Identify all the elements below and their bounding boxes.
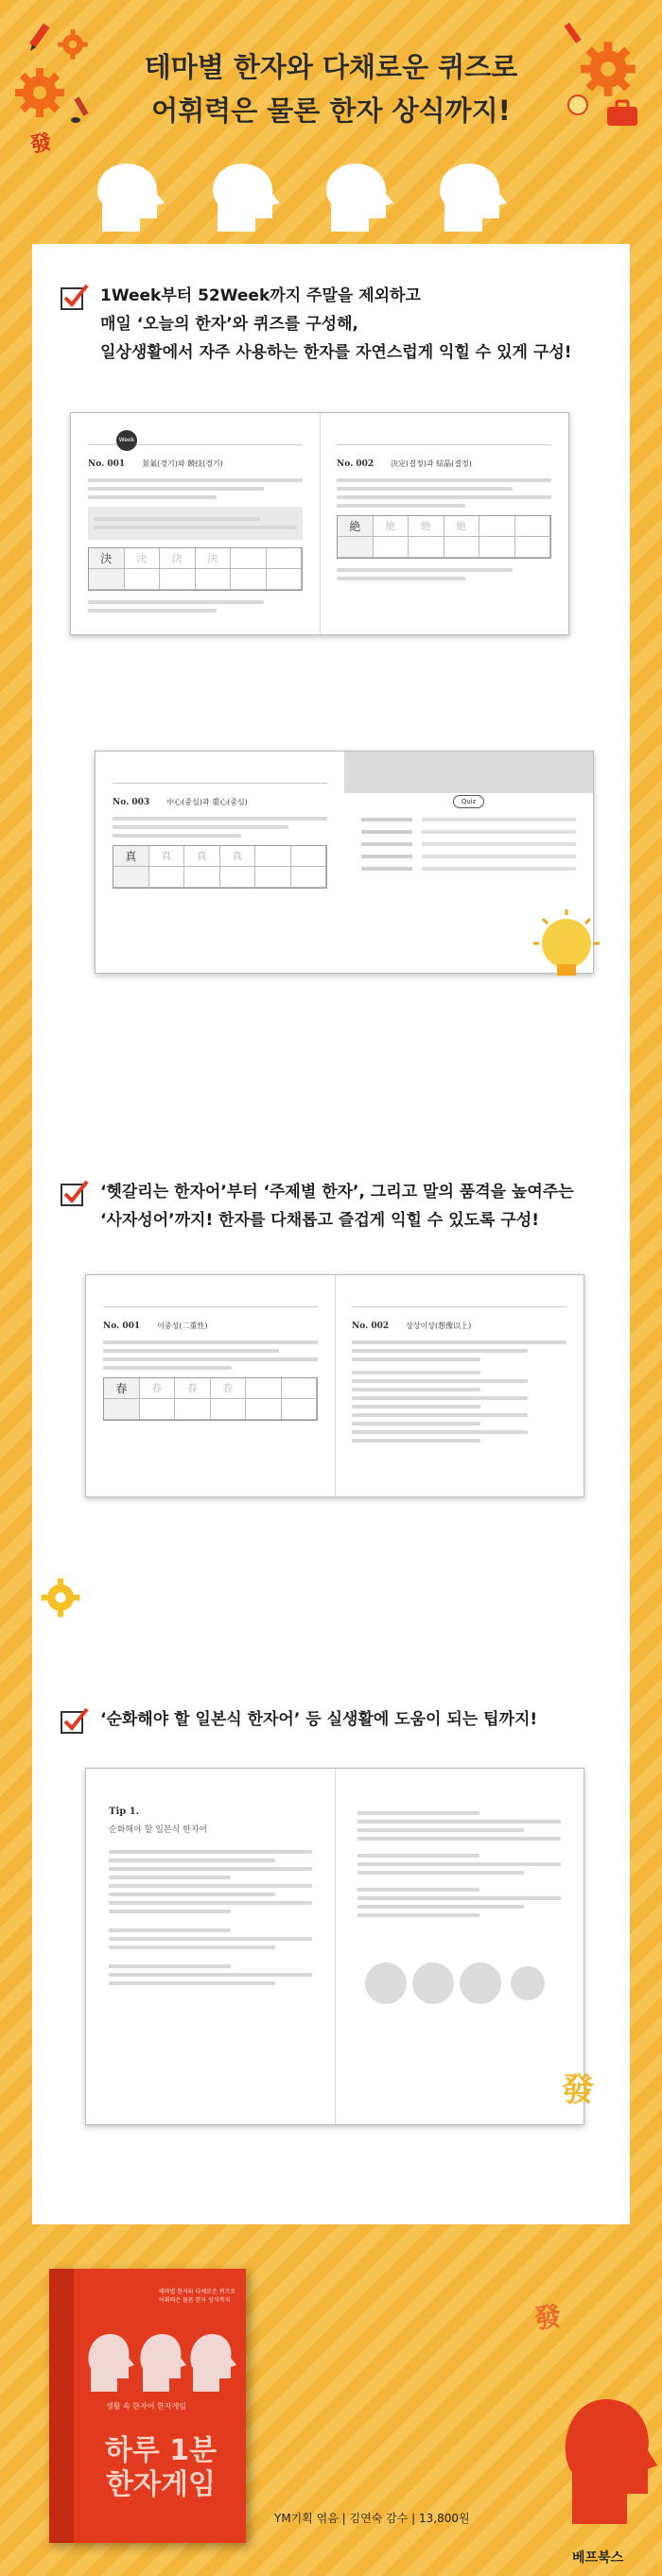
tip-title: Tip 1. xyxy=(109,1807,140,1817)
head-silhouettes xyxy=(0,156,662,232)
sample-page-spread-3 xyxy=(85,1274,584,1497)
checkbox-icon xyxy=(61,1707,89,1734)
writing-grid: 春 春 春 春 xyxy=(103,1377,318,1421)
writing-grid: 絶 絶 絶 絶 xyxy=(337,515,551,559)
entry-no-3: No. 003 中心(중심)과 重心(중심) xyxy=(113,798,248,807)
section-3-line1: ‘순화해야 할 일본식 한자어’ 등 실생활에 도움이 되는 팁까지! xyxy=(100,1710,538,1729)
content-panel xyxy=(32,244,630,2224)
sample-page-spread-2 xyxy=(95,751,594,974)
lightbulb-icon xyxy=(524,906,609,991)
section-1-heading xyxy=(61,282,572,367)
quiz-badge: Quiz xyxy=(453,795,485,808)
book-credits: YM기획 엮음 | 김연숙 감수 | 13,800원 xyxy=(274,2512,470,2525)
book-tagline: 테마별 한자와 다채로운 퀴즈로 어휘력은 물론 한자 상식까지 xyxy=(159,2289,236,2304)
tip-heading: 순화해야 할 일본식 한자어 xyxy=(109,1825,208,1835)
book-subtitle: 생활 속 한자어 한자게임 xyxy=(106,2402,186,2411)
book-cover xyxy=(49,2269,246,2543)
section-3-heading xyxy=(61,1705,537,1734)
head-silhouette xyxy=(312,156,397,232)
hanja-stamp-icon: 發 xyxy=(532,2300,564,2335)
checkbox-icon xyxy=(61,284,89,310)
week-badge: Week xyxy=(116,430,137,451)
hero-title xyxy=(0,45,662,132)
hero-title-line2: 어휘력은 물론 한자 상식까지! xyxy=(151,95,511,127)
gear-icon xyxy=(40,1577,81,1618)
heads-illustration-icon xyxy=(81,2325,240,2392)
head-silhouette xyxy=(83,156,168,232)
section-2-heading xyxy=(61,1178,574,1235)
head-silhouette xyxy=(426,156,511,232)
checkbox-icon xyxy=(61,1180,89,1206)
writing-grid: 真 真 真 真 xyxy=(113,845,327,889)
hanja-stamp-icon: 發 xyxy=(27,129,54,158)
book-title: 하루 1분 한자게임 xyxy=(104,2434,218,2501)
entry-no-1: No. 001 景氣(경기)와 競技(경기) xyxy=(88,459,223,469)
entry-no-2: No. 002 決定(결정)과 結晶(결정) xyxy=(337,459,472,469)
writing-grid: 決 決 決 決 xyxy=(88,547,303,591)
heads-illustration-icon xyxy=(357,1941,547,2026)
hero-banner xyxy=(0,0,662,227)
head-silhouette xyxy=(553,2382,657,2524)
entry-no-4: No. 001 이중성(二重性) xyxy=(103,1322,208,1331)
section-2-line1: ‘헷갈리는 한자어’부터 ‘주제별 한자’, 그리고 말의 품격을 높여주는 xyxy=(100,1183,574,1202)
section-1-line2: 매일 ‘오늘의 한자’와 퀴즈를 구성해, xyxy=(100,315,358,334)
head-silhouette xyxy=(199,156,284,232)
hero-title-line1: 테마별 한자와 다채로운 퀴즈로 xyxy=(144,51,518,83)
section-1-line3: 일상생활에서 자주 사용하는 한자를 자연스럽게 익힐 수 있게 구성! xyxy=(100,343,572,362)
entry-no-5: No. 002 상상이상(想像以上) xyxy=(352,1322,472,1331)
section-2-line2: ‘사자성어’까지! 한자를 다채롭고 즐겁게 익힐 수 있도록 구성! xyxy=(100,1211,539,1230)
publisher-logo: 베프북스 xyxy=(572,2550,624,2566)
hanja-stamp-icon: 發 xyxy=(562,2071,594,2109)
sample-page-spread-1 xyxy=(70,412,569,635)
sample-page-spread-4 xyxy=(85,1768,584,2125)
section-1-line1: 1Week부터 52Week까지 주말을 제외하고 xyxy=(100,286,421,305)
